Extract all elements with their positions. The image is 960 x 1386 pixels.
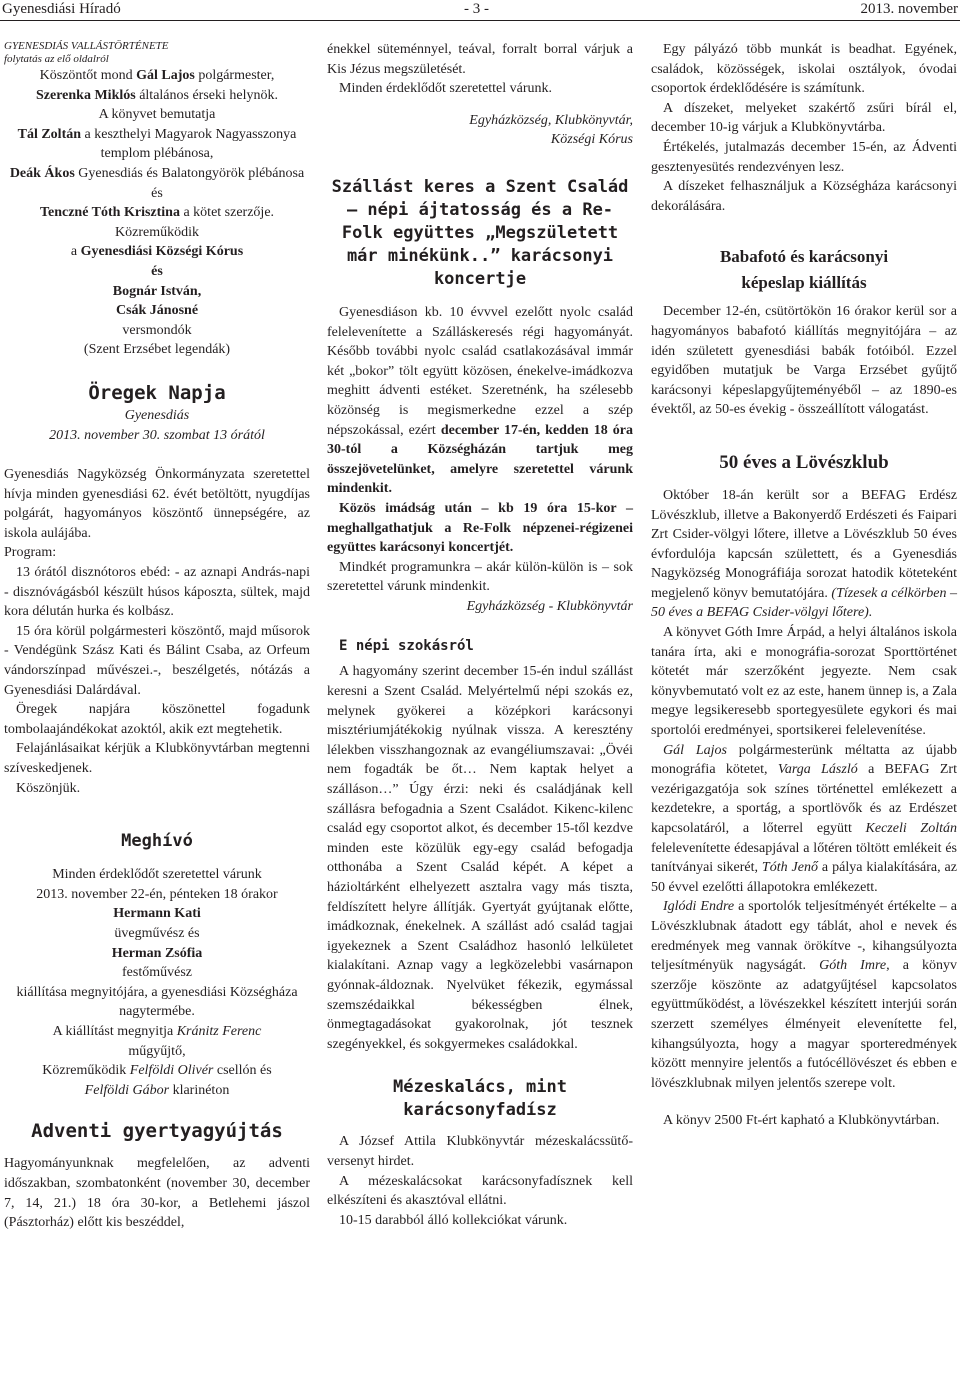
advent-signature-2: Községi Kórus (550, 132, 633, 148)
presenter-1: Tál Zoltán a keszthelyi Magyarok Nagyasszonya templom plébánosa, (17, 126, 297, 162)
continued-note: folytatás az elő oldalról (4, 53, 109, 65)
gingerbread-paragraph-7: A díszeket felhasználjuk a Községháza karácsonyi dekorálására. (651, 179, 957, 214)
advent-paragraph: Hagyományunknak megfelelően, az adventi időszakban, szombatonként (november 30, december 7, 14, 21.) 18 óra 30-kor, a Betlehemi jászol (Pásztorház) előtt kis beszéddel, (4, 1156, 310, 1231)
custom-paragraph: A hagyomány szerint december 15-én indul szállást keresni a Szent Család. Melyértelmű népi szokás ez, melynek gyökerei a középkori karácsonyi misztériumjátékokig nyúlnak vissza. A keresztény lélekben visszhangoznak az evangéliumszavai: „Övéi nem fogadták be őt… Nem kaptak helyet a szálláson…” Úgy érzi: neki és családjának kell szállásra befogadnia a Szent Családot. Kikenc-kilenc család egy csoportot alkot, és december 15-től kezdve minden este közülük egy-egy család befogadja otthonába a Szent Család képét. A képet a házioltárként elhelyezett asztalra vagy más tiszta, feldíszített helyre állítják. Gyertyát gyújtanak előtte, imádkoznak, énekelnek. A szállást adó család tagjai igyekeznek a Szent Családhoz hasonló lelkületet kialakítani. Aznap vagy a legközelebbi vasárnapon gyónnak-áldoznak. Nyelvüket fékezik, egymással szemszédaikkal békességben élnek, önmegtagadásokat gyakorolnak, jót tesznek szegényekkel, és sokgyermekes családokkal. (327, 664, 633, 1052)
and-text: és (151, 185, 163, 201)
choir-line: a Gyenesdiási Községi Kórus (70, 244, 244, 260)
club-paragraph-4: Iglódi Endre a sportolók teljesítményét értékelte – a Lövészklubnak átadott egy táblát, ahol e nevek és eredmények meg vannak örökítve -, kihangsúlyozta teljesítményük nagyságát. Góth Imre, a könyv szerzője köszönte az adatgyűjtésel kapcsolatos együttműködést, a lövészekkel készített interjúi során szerzett személyes élményeit elevenítette fel, kihangsúlyozta, hogy a magyar sporteredmények között mennyire jelentős a futócéllövészet és ebben e lövészklubnak milyen jelentős szerepe volt. (651, 899, 957, 1091)
issue-date: 2013. november (860, 1, 958, 17)
baby-photo-title-1: Babafotó és karácsonyi (719, 247, 889, 267)
concert-signature: Egyházközség - Klubkönyvtár (466, 598, 633, 614)
gingerbread-paragraph-1: A József Attila Klubkönyvtár mézeskalácssütő-versenyt hirdet. (327, 1134, 633, 1169)
invitation-line-3: kiállítása megnyitójára, a gyenesdiási Községháza nagytermébe. (16, 984, 298, 1020)
advent-signature-1: Egyházközség, Klubkönyvtár, (469, 112, 633, 128)
artist-1-role: üvegművész és (114, 925, 200, 941)
concert-title: Szállást keres a Szent Család – népi ájtatosság és a Re-Folk együttes „Megszületett már minékünk..” karácsonyi koncertje (331, 176, 629, 289)
concert-paragraph-3: Mindkét programunkra – akár külön-külön is – sok szeretettel várunk mindenkit. (327, 559, 633, 595)
elders-day-title: Öregek Napja (88, 381, 226, 404)
invitation-line-2: 2013. november 22-én, pénteken 18 órakor (36, 886, 278, 902)
baby-photo-title-2: képeslap kiállítás (741, 273, 867, 293)
publication-name: Gyenesdiási Híradó (2, 1, 121, 17)
advent-continued: énekkel süteménnyel, teával, forralt borral várjuk a Kis Jézus megszületését. (327, 42, 633, 77)
club-paragraph-3: Gál Lajos polgármesterünk méltatta az újabb monográfia kötetet, Varga László a BEFAG Zrt vezérigazgatója sok színes történettel emlékezett a kezdetekre, a sportág, a sportlövők és az Erdészet kapcsolatáról, a lőterrel együtt Keczeli Zoltán felelevenítette édesapjával a lőtéren töltött emlékeit és tanítványai sikerét, Tóth Jenő a pálya kialakítására, az 50 évvel ezelőtti állapotokra emlékezett. (651, 742, 957, 895)
and-text: és (151, 263, 163, 279)
program-label: Program: (4, 545, 57, 561)
invitation-line-1: Minden érdeklődőt szeretettel várunk (52, 867, 262, 883)
opener-role: műgyűjtő, (128, 1043, 186, 1059)
program-item-2: 15 óra körül polgármesteri köszöntő, majd műsorok - Vendégünk Szász Kati és Bálint Csaba, az Orfeum vándorszínpad művészei.-, beszélgetés, nótázás a Gyenesdiási Dalárdával. (4, 623, 310, 698)
concert-paragraph-2: Közös imádság után – kb 19 óra 15-kor – meghallgathatjuk a Re-Folk népzenei-régizenei együttes karácsonyi koncertjét. (327, 500, 633, 556)
column-2 (327, 40, 633, 1230)
gingerbread-paragraph-4: Egy pályázó több munkát is beadhat. Egyének, családok, közösségek, iskolai osztályok, óvodai csoportok érdeklődésére is számítunk. (651, 42, 957, 97)
reciter-2: Csák Jánosné (115, 303, 199, 319)
artist-1: Hermann Kati (113, 906, 201, 922)
gingerbread-paragraph-5: A díszeket, melyeket szakértő zsűri bírál el, december 10-ig várjuk a Klubkönyvtárba. (651, 100, 957, 136)
cooperate-label: Közreműködik (115, 224, 199, 240)
book-intro: A könyvet bemutatja (98, 107, 216, 123)
invitation-title: Meghívó (121, 831, 193, 852)
exhibition-opener: A kiállítást megnyitja Kránitz Ferenc (52, 1023, 262, 1039)
custom-title: E népi szokásról (339, 638, 474, 655)
gingerbread-paragraph-6: Értékelés, jutalmazás december 15-én, az Ádventi gesztenyesütés rendezvényen lesz. (651, 139, 957, 175)
presenter-2: Deák Ákos Gyenesdiás és Balatongyörök plébánosa (9, 165, 305, 181)
elders-invite: Gyenesdiás Nagyközség Önkormányzata szeretettel hívja minden gyenesdiási 62. évét betöltött, nyugdíjas polgárát, hagyományos köszöntő ünnepségére, az iskola aulájába. (4, 467, 310, 541)
page-number: - 3 - (464, 1, 489, 17)
club-paragraph-1: Október 18-án került sor a BEFAG Erdész Lövészklub, illetve a Bakonyerdő Erdészeti és Faipari Zrt Csider-völgyi lőtere, illetve a Lövészklub 50 éves évfordulója kapcsán születtett, és a Gyenesdiás Nagyközség Monográfiája sorozat hatodik köteteként megjelenő könyv bemutatójára. (Tízesek a célkörben – 50 éves a BEFAG Csider-völgyi lőtere). (651, 487, 957, 621)
concert-paragraph-1: Gyenesdiáson kb. 10 évvvel ezelőtt nyolc család felelevenítette a Szálláskeresés régi hagyományát. Később további nyolc család csatlakozásával immár két „bokor” tölt együtt közösen, énekelve-imádkozva meghitt ádventi estéket. Szeretnénk, ha szélesebb közönség is megismerkedne ezzel a szép népszokással, ezért december 17-én, kedden 18 óra 30-tól a Községházán tartjuk meg összejövetelünket, amelyre szeretettel várunk mindenkit. (327, 304, 633, 497)
baby-photo-paragraph: December 12-én, csütörtökön 16 órakor kerül sor a hagyományos babafotó kiállítás megnyitójára – az idén született gyenesdiási babák fotóiból. Ezzel egyidőben mutatjuk be Varga Erzsébet gyűjtő karácsonyi képeslapgyűjteményéből – az 1890-es évektől, az 50-es évekig - összeállított válogatást. (651, 304, 957, 418)
shooting-club-title: 50 éves a Lövészklub (719, 451, 889, 473)
program-item-4: Felajánlásaikat kérjük a Klubkönyvtárban megtenni szíveskedjenek. (4, 741, 310, 776)
artist-2: Herman Zsófia (111, 945, 203, 961)
advent-welcome: Minden érdeklődőt szeretettel várunk. (339, 81, 553, 97)
gingerbread-paragraph-3: 10-15 darabból álló kollekciókat várunk. (339, 1212, 568, 1228)
column-1 (4, 40, 310, 1233)
book-author: Tenczné Tóth Krisztina a kötet szerzője. (39, 205, 275, 221)
thanks-end: Köszönjük. (16, 780, 81, 796)
elders-day-place: Gyenesdiás (124, 407, 190, 423)
gingerbread-paragraph-2: A mézeskalácsokat karácsonyfadísznek kell elkészíteni és akasztóval ellátni. (327, 1173, 633, 1209)
club-paragraph-2: A könyvet Góth Imre Árpád, a helyi általános iskola tanára írta, aki e monográfia-sorozat Sporttörténet kötetét már szerzőként jegyezte. Nem csak könyvbemutató volt ez az este, hanem ünnep is, a Zala megye legsikeresebb sportegyesülete egykori és mai sportolói eredményei, sportsikerei felelevenítése. (651, 625, 957, 739)
artist-2-role: festőművész (122, 965, 192, 981)
reciter-1: Bognár István, (112, 283, 202, 299)
thanks-line: Köszöntőt mond Gál Lajos polgármester, Szerenka Miklós általános érseki helynök. (36, 68, 278, 103)
legends-note: (Szent Erzsébet legendák) (83, 342, 231, 358)
program-item-3: Öregek napjára köszönettel fogadunk tombolaajándékokat azoktól, akik ezt megtehetik. (4, 702, 310, 737)
page-header (0, 0, 960, 21)
reciters-role: versmondók (122, 322, 192, 338)
elders-day-date: 2013. november 30. szombat 13 órától (49, 427, 265, 443)
column-3 (651, 40, 957, 1131)
program-item-1: 13 órától disznótoros ebéd: - az aznapi András-napi - disznóvágásból készült húsos káposzta, sültek, majd kora délután hurka és kolbász. (4, 565, 310, 620)
club-paragraph-5: A könyv 2500 Ft-ért kapható a Klubkönyvtárban. (663, 1113, 940, 1129)
advent-title: Adventi gyertyagyújtás (31, 1120, 283, 1143)
performers: Közreműködik Felföldi Olivér csellón és Felföldi Gábor klarinéton (42, 1063, 272, 1098)
gingerbread-title: Mézeskalács, mint karácsonyfadísz (393, 1077, 567, 1121)
section-kicker: GYENESDIÁS VALLÁSTÖRTÉNETE (4, 40, 169, 52)
